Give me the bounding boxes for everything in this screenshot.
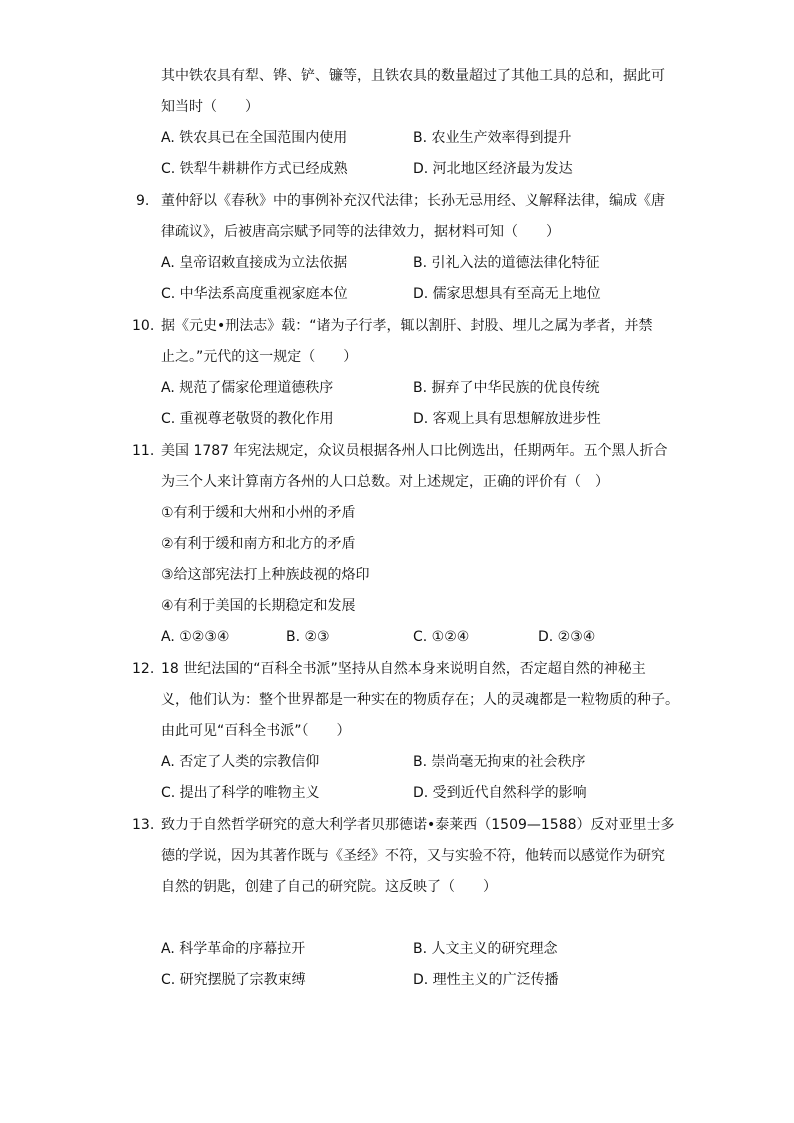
question-stem-line: 18 世纪法国的“百科全书派”坚持从自然本身来说明自然，否定超自然的神秘主 bbox=[161, 661, 646, 677]
option-b: B. 引礼入法的道德法律化特征 bbox=[413, 255, 600, 271]
option-b: B. 摒弃了中华民族的优良传统 bbox=[413, 380, 600, 396]
question-stem-line: 自然的钥匙，创建了自己的研究院。这反映了（ ） bbox=[161, 879, 497, 895]
question-stem-line: 德的学说，因为其著作既与《圣经》不符，又与实验不符，他转而以感觉作为研究 bbox=[161, 848, 665, 864]
option-a: A. 规范了儒家伦理道德秩序 bbox=[161, 380, 334, 396]
question-number: 9. bbox=[136, 193, 150, 209]
question-stem-line: 知当时（ ） bbox=[161, 99, 259, 115]
option-a: A. 铁农具已在全国范围内使用 bbox=[161, 130, 348, 146]
statement-item: ②有利于缓和南方和北方的矛盾 bbox=[161, 536, 356, 552]
question-stem-line: 止之。”元代的这一规定（ ） bbox=[161, 349, 358, 365]
question-number: 12. bbox=[132, 661, 155, 677]
option-d: D. 受到近代自然科学的影响 bbox=[413, 785, 587, 801]
option-d: D. 客观上具有思想解放进步性 bbox=[413, 411, 601, 427]
option-c: C. 重视尊老敬贤的教化作用 bbox=[161, 411, 334, 427]
question-stem-line: 致力于自然哲学研究的意大利学者贝那德诺•泰莱西（1509—1588）反对亚里士多 bbox=[161, 817, 675, 833]
question-stem-line: 义，他们认为：整个世界都是一种实在的物质存在；人的灵魂都是一粒物质的种子。 bbox=[161, 692, 679, 708]
option-c: C. 铁犁牛耕耕作方式已经成熟 bbox=[161, 161, 348, 177]
option-a: A. 否定了人类的宗教信仰 bbox=[161, 754, 320, 770]
option-c: C. 中华法系高度重视家庭本位 bbox=[161, 286, 348, 302]
option-c: C. 研究摆脱了宗教束缚 bbox=[161, 972, 306, 988]
option-d: D. ②③④ bbox=[538, 629, 596, 645]
question-number: 10. bbox=[132, 318, 155, 334]
option-b: B. 崇尚毫无拘束的社会秩序 bbox=[413, 754, 586, 770]
question-stem-line: 董仲舒以《春秋》中的事例补充汉代法律；长孙无忌用经、义解释法律，编成《唐 bbox=[161, 193, 665, 209]
question-stem-line: 其中铁农具有犁、铧、铲、镰等，且铁农具的数量超过了其他工具的总和，据此可 bbox=[161, 68, 665, 84]
option-b: B. 农业生产效率得到提升 bbox=[413, 130, 572, 146]
option-d: D. 理性主义的广泛传播 bbox=[413, 972, 559, 988]
statement-item: ①有利于缓和大州和小州的矛盾 bbox=[161, 505, 356, 521]
option-a: A. 皇帝诏敕直接成为立法依据 bbox=[161, 255, 348, 271]
option-c: C. 提出了科学的唯物主义 bbox=[161, 785, 320, 801]
option-b: B. 人文主义的研究理念 bbox=[413, 941, 558, 957]
option-a: A. ①②③④ bbox=[161, 629, 230, 645]
question-stem-line: 据《元史•刑法志》载：“诸为子行孝，辄以割肝、封股、埋儿之属为孝者，并禁 bbox=[161, 318, 653, 334]
option-a: A. 科学革命的序幕拉开 bbox=[161, 941, 306, 957]
option-c: C. ①②④ bbox=[413, 629, 470, 645]
option-b: B. ②③ bbox=[286, 629, 330, 645]
question-number: 11. bbox=[132, 443, 155, 459]
option-d: D. 河北地区经济最为发达 bbox=[413, 161, 573, 177]
question-number: 13. bbox=[132, 817, 155, 833]
question-stem-line: 为三个人来计算南方各州的人口总数。对上述规定，正确的评价有（ ） bbox=[161, 474, 609, 490]
question-stem-line: 律疏议》，后被唐高宗赋予同等的法律效力，据材料可知（ ） bbox=[161, 224, 560, 240]
question-stem-line: 美国 1787 年宪法规定，众议员根据各州人口比例选出，任期两年。五个黑人折合 bbox=[161, 443, 668, 459]
question-stem-line: 由此可见“百科全书派”（ ） bbox=[161, 723, 351, 739]
statement-item: ④有利于美国的长期稳定和发展 bbox=[161, 598, 356, 614]
statement-item: ③给这部宪法打上种族歧视的烙印 bbox=[161, 567, 370, 583]
option-d: D. 儒家思想具有至高无上地位 bbox=[413, 286, 601, 302]
